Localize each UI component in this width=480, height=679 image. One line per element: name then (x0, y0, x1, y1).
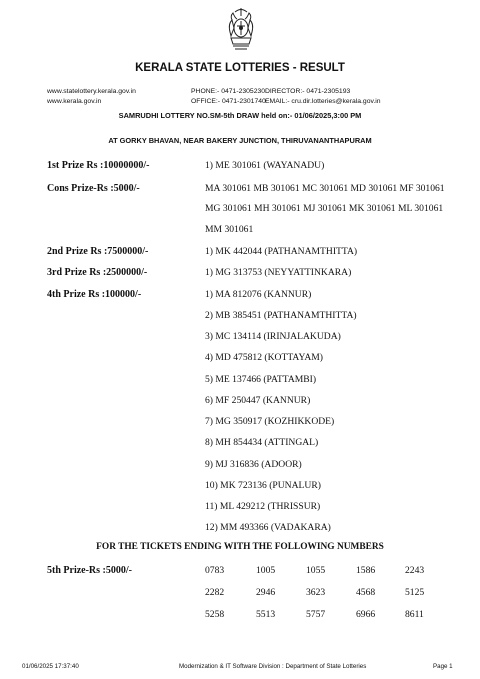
phone-number: PHONE:- 0471-2305230 (191, 88, 266, 95)
fourth-prize-winner: 4) MD 475812 (KOTTAYAM) (205, 352, 323, 363)
footer-division: Modernization & IT Software Division : Department of State Lotteries (179, 663, 367, 670)
cons-prize-line: MG 301061 MH 301061 MJ 301061 MK 301061 ML 301061 (205, 203, 444, 214)
kerala-emblem-icon (226, 6, 256, 54)
draw-venue: AT GORKY BHAVAN, NEAR BAKERY JUNCTION, THIRUVANANTHAPURAM (108, 136, 372, 145)
fourth-prize-winner: 9) MJ 316836 (ADOOR) (205, 459, 302, 470)
fourth-prize-winner: 1) MA 812076 (KANNUR) (205, 289, 312, 300)
fourth-prize-winner: 11) ML 429212 (THRISSUR) (205, 501, 321, 512)
fifth-prize-number: 5258 (205, 609, 225, 620)
fourth-prize-winner: 7) MG 350917 (KOZHIKKODE) (205, 416, 335, 427)
ending-numbers-heading: FOR THE TICKETS ENDING WITH THE FOLLOWING NUMBERS (96, 542, 384, 552)
office-phone: OFFICE:- 0471-2301740 (191, 98, 266, 105)
third-prize-label: 3rd Prize Rs :2500000/- (47, 267, 148, 278)
fourth-prize-winner: 6) MF 250447 (KANNUR) (205, 395, 311, 406)
website-link-lottery[interactable]: www.statelottery.kerala.gov.in (47, 88, 136, 95)
fifth-prize-number: 2243 (405, 565, 425, 576)
fifth-prize-number: 2282 (205, 587, 225, 598)
cons-prize-line: MM 301061 (205, 224, 254, 235)
fifth-prize-number: 6966 (356, 609, 376, 620)
fourth-prize-winner: 12) MM 493366 (VADAKARA) (205, 522, 331, 533)
fifth-prize-number: 1005 (256, 565, 276, 576)
third-prize-winner: 1) MG 313753 (NEYYATTINKARA) (205, 267, 352, 278)
fifth-prize-number: 2946 (256, 587, 276, 598)
fifth-prize-number: 5513 (256, 609, 276, 620)
second-prize-label: 2nd Prize Rs :7500000/- (47, 246, 149, 257)
fourth-prize-label: 4th Prize Rs :100000/- (47, 289, 142, 300)
draw-info: SAMRUDHI LOTTERY NO.SM-5th DRAW held on:- 01/06/2025,3:00 PM (118, 111, 362, 120)
footer-page-number: Page 1 (433, 663, 453, 670)
first-prize-winner: 1) ME 301061 (WAYANADU) (205, 160, 325, 171)
fifth-prize-number: 0783 (205, 565, 225, 576)
fifth-prize-number: 3623 (306, 587, 326, 598)
fifth-prize-number: 5125 (405, 587, 425, 598)
first-prize-label: 1st Prize Rs :10000000/- (47, 160, 150, 171)
cons-prize-label: Cons Prize-Rs :5000/- (47, 183, 140, 194)
fourth-prize-winner: 10) MK 723136 (PUNALUR) (205, 480, 321, 491)
director-phone: DIRECTOR:- 0471-2305193 (265, 88, 351, 95)
fifth-prize-number: 1055 (306, 565, 326, 576)
fifth-prize-label: 5th Prize-Rs :5000/- (47, 565, 132, 576)
fourth-prize-winner: 2) MB 385451 (PATHANAMTHITTA) (205, 310, 357, 321)
second-prize-winner: 1) MK 442044 (PATHANAMTHITTA) (205, 246, 358, 257)
footer-timestamp: 01/06/2025 17:37:40 (22, 663, 79, 670)
fourth-prize-winner: 3) MC 134114 (IRINJALAKUDA) (205, 331, 341, 342)
cons-prize-line: MA 301061 MB 301061 MC 301061 MD 301061 MF 301061 (205, 183, 445, 194)
page-title: KERALA STATE LOTTERIES - RESULT (135, 62, 345, 74)
fifth-prize-number: 5757 (306, 609, 326, 620)
fifth-prize-number: 8611 (405, 609, 424, 620)
email-address[interactable]: EMAIL:- cru.dir.lotteries@kerala.gov.in (265, 98, 381, 105)
fifth-prize-number: 4568 (356, 587, 376, 598)
fourth-prize-winner: 8) MH 854434 (ATTINGAL) (205, 437, 319, 448)
website-link-kerala[interactable]: www.kerala.gov.in (47, 98, 102, 105)
fifth-prize-number: 1586 (356, 565, 376, 576)
fourth-prize-winner: 5) ME 137466 (PATTAMBI) (205, 374, 317, 385)
